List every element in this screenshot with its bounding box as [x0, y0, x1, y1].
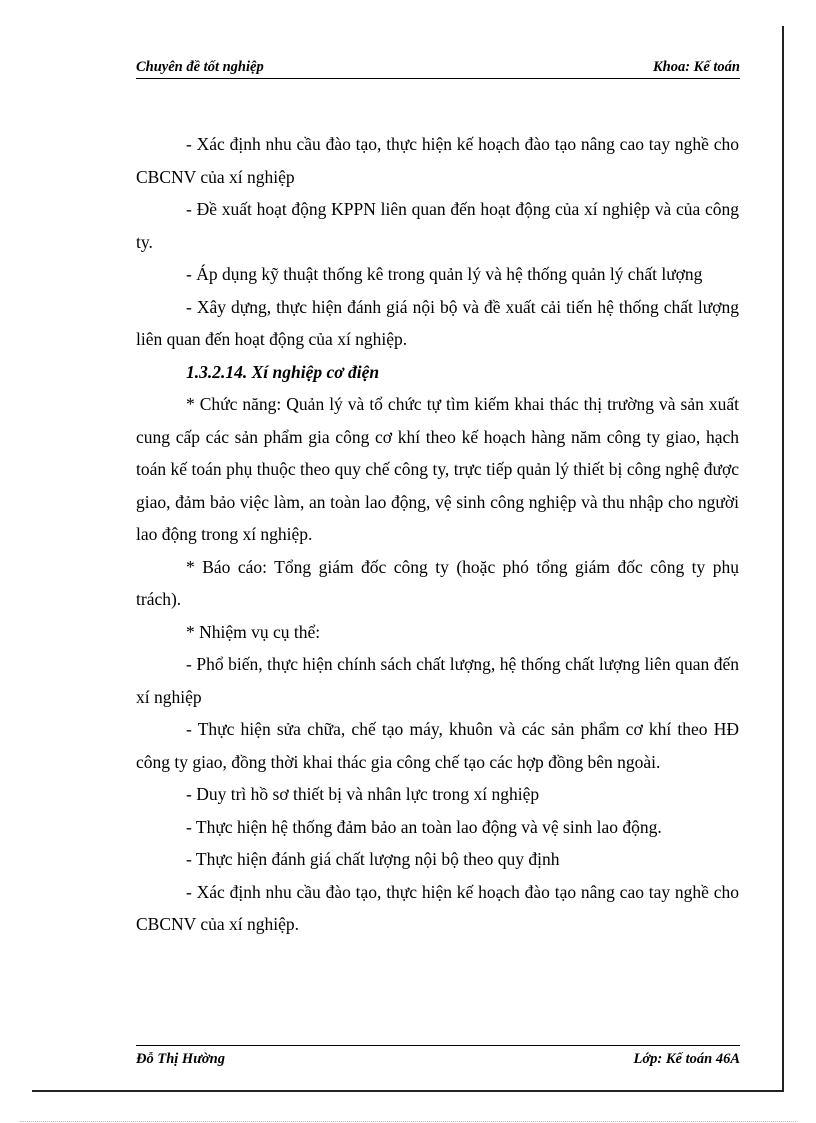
paragraph: - Áp dụng kỹ thuật thống kê trong quản lý và hệ thống quản lý chất lượng: [186, 264, 703, 284]
paragraph: - Thực hiện sửa chữa, chế tạo máy, khuôn và các sản phẩm cơ khí theo HĐ công ty giao, đồng thời khai thác gia công chế tạo các hợp đồng bên ngoài.: [136, 719, 739, 772]
footer-author: Đỗ Thị Hường: [136, 1051, 225, 1067]
footer-class: Lớp: Kế toán 46A: [633, 1051, 740, 1067]
paragraph: - Duy trì hồ sơ thiết bị và nhân lực trong xí nghiệp: [186, 784, 540, 804]
paragraph: * Báo cáo: Tổng giám đốc công ty (hoặc phó tổng giám đốc công ty phụ trách).: [136, 556, 739, 609]
paragraph: - Xác định nhu cầu đào tạo, thực hiện kế hoạch đào tạo nâng cao tay nghề cho CBCNV của xí nghiệp: [136, 134, 739, 187]
paragraph: - Xác định nhu cầu đào tạo, thực hiện kế hoạch đào tạo nâng cao tay nghề cho CBCNV của xí nghiệp.: [136, 881, 739, 934]
paragraph: * Chức năng: Quản lý và tổ chức tự tìm kiếm khai thác thị trường và sản xuất cung cấp các sản phẩm gia công cơ khí theo kế hoạch hàng năm công ty giao, hạch toán kế toán phụ thuộc theo quy chế công ty, trực tiếp quản lý thiết bị công nghệ được giao, đảm bảo việc làm, an toàn lao động, vệ sinh công nghiệp và thu nhập cho người lao động trong xí nghiệp.: [136, 394, 739, 544]
paragraph: - Xây dựng, thực hiện đánh giá nội bộ và đề xuất cải tiến hệ thống chất lượng liên quan đến hoạt động của xí nghiệp.: [136, 296, 739, 349]
page-footer: [136, 1045, 740, 1070]
page-break-rule: [20, 1121, 796, 1122]
header-title: Chuyên đề tốt nghiệp: [136, 59, 264, 75]
paragraph: * Nhiệm vụ cụ thể:: [186, 621, 321, 642]
paragraph: - Đề xuất hoạt động KPPN liên quan đến hoạt động của xí nghiệp và của công ty.: [136, 199, 739, 252]
paragraph: - Thực hiện hệ thống đảm bảo an toàn lao động và vệ sinh lao động.: [186, 816, 662, 837]
header-department: Khoa: Kế toán: [652, 59, 740, 75]
page-header: [136, 57, 740, 79]
section-heading: 1.3.2.14. Xí nghiệp cơ điện: [186, 361, 380, 382]
paragraph: - Thực hiện đánh giá chất lượng nội bộ theo quy định: [186, 849, 560, 869]
document-body: [136, 128, 739, 941]
paragraph: - Phổ biến, thực hiện chính sách chất lượng, hệ thống chất lượng liên quan đến xí nghiệp: [136, 654, 739, 707]
